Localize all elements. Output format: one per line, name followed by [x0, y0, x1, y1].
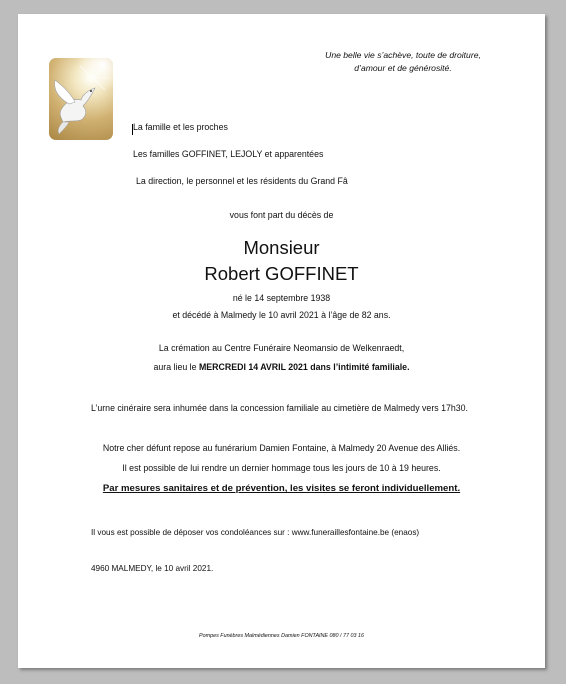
obituary-page	[18, 14, 545, 668]
visitation-line-2: Il est possible de lui rendre un dernier hommage tous les jours de 10 à 19 heures.	[122, 463, 441, 473]
quote-line-2: d’amour et de générosité.	[354, 63, 452, 73]
ceremony-prefix: aura lieu le	[153, 362, 199, 372]
ceremony-line	[18, 362, 545, 373]
condolences-line: Il vous est possible de déposer vos condoléances sur : www.funeraillesfontaine.be (enaos)	[91, 528, 420, 537]
announcer-family: La famille et les proches	[133, 122, 228, 132]
deceased-name: Robert GOFFINET	[204, 263, 359, 284]
visitation-line-1: Notre cher défunt repose au funérarium Damien Fontaine, à Malmedy 20 Avenue des Alliés.	[102, 443, 461, 453]
cremation-line: La crémation au Centre Funéraire Neomansio de Welkenraedt,	[158, 343, 405, 353]
dove-icon	[49, 58, 113, 140]
epitaph-quote	[278, 49, 528, 75]
announcer-families: Les familles GOFFINET, LEJOLY et apparentées	[133, 149, 324, 159]
announcer-residence: La direction, le personnel et les résidents du Grand Fâ	[136, 176, 348, 186]
footer-credit: Pompes Funèbres Malmédiennes Damien FONTAINE 080 / 77 03 16	[199, 633, 364, 639]
ceremony-date: MERCREDI 14 AVRIL 2021	[198, 362, 308, 372]
deceased-title: Monsieur	[243, 237, 320, 258]
intro-line: vous font part du décès de	[229, 210, 334, 220]
urn-line: L’urne cinéraire sera inhumée dans la concession familiale au cimetière de Malmedy vers 17h30.	[91, 403, 468, 413]
sanitary-notice: Par mesures sanitaires et de prévention, les visites se feront individuellement.	[102, 483, 461, 494]
birth-date: né le 14 septembre 1938	[232, 293, 331, 303]
quote-line-1: Une belle vie s’achève, toute de droiture,	[325, 50, 481, 60]
ceremony-suffix: dans l’intimité familiale.	[307, 362, 410, 372]
death-date: et décédé à Malmedy le 10 avril 2021 à l’âge de 82 ans.	[172, 310, 391, 320]
place-date: 4960 MALMEDY, le 10 avril 2021.	[91, 564, 214, 573]
